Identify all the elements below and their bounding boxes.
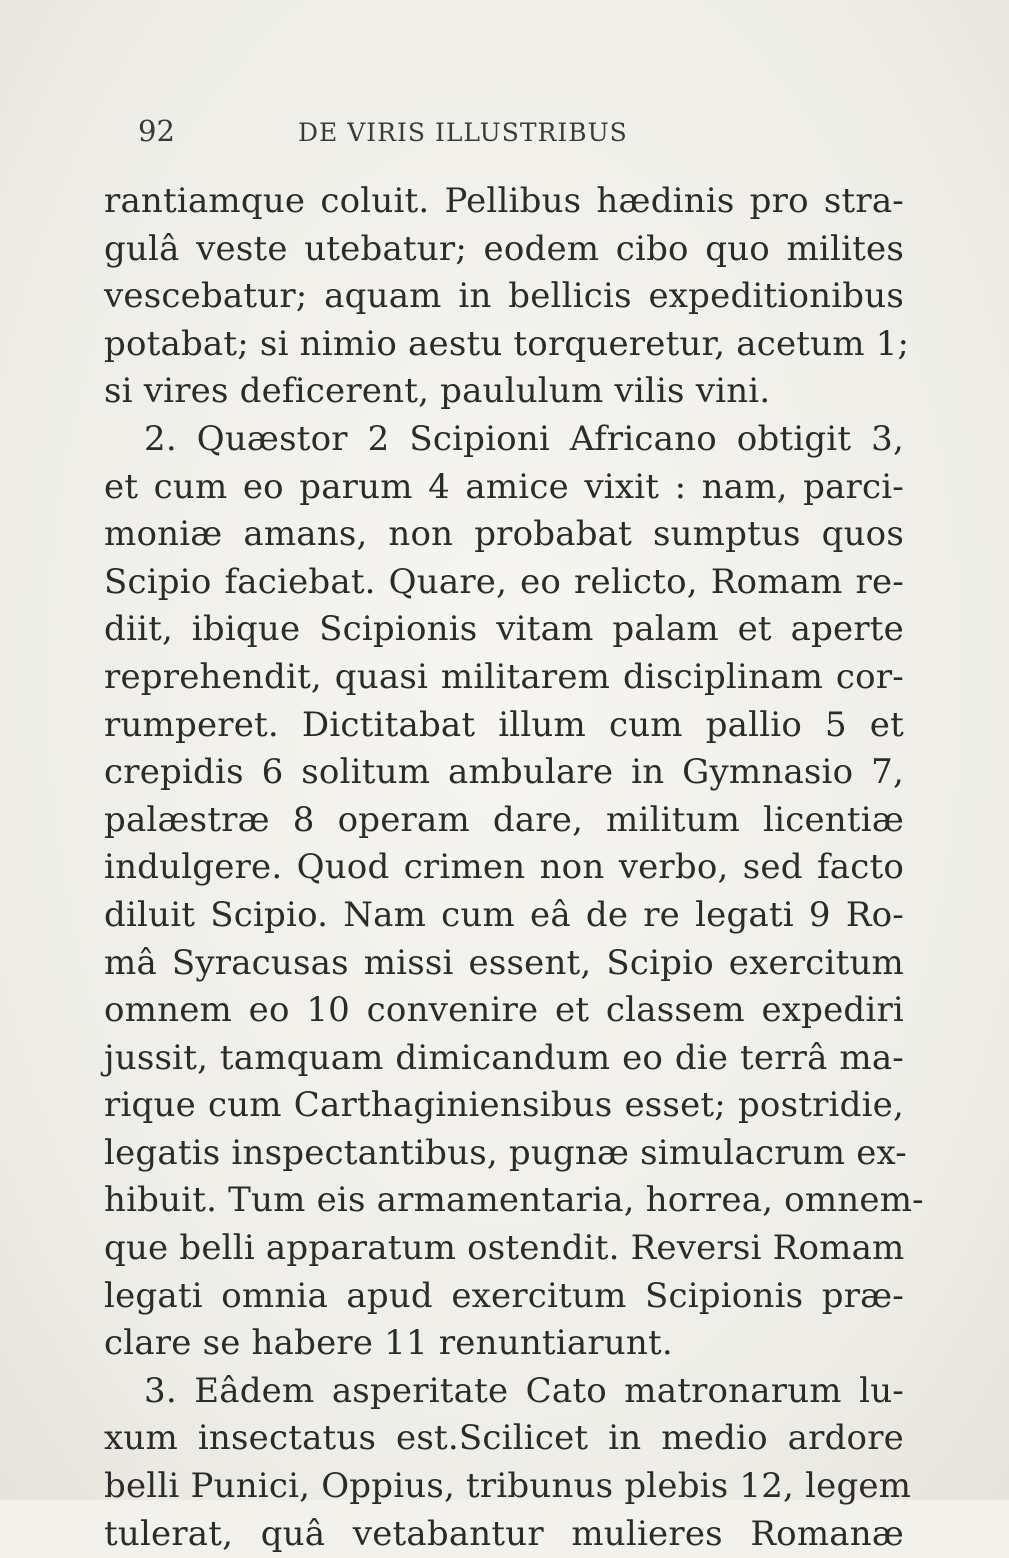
text-line: palæstræ 8 operam dare, militum licentiæ bbox=[104, 799, 904, 840]
text-line: xum insectatus est.Scilicet in medio ardore bbox=[104, 1418, 904, 1459]
text-line: clare se habere 11 renuntiarunt. bbox=[104, 1323, 673, 1364]
page-header bbox=[138, 114, 718, 154]
text-line: hibuit. Tum eis armamentaria, horrea, omnem- bbox=[104, 1180, 924, 1221]
text-line: rantiamque coluit. Pellibus hædinis pro stra- bbox=[104, 181, 904, 221]
text-line: rumperet. Dictitabat illum cum pallio 5 et bbox=[104, 704, 904, 745]
text-line: omnem eo 10 convenire et classem expediri bbox=[104, 990, 904, 1031]
text-line: diit, ibique Scipionis vitam palam et aperte bbox=[104, 609, 904, 650]
text-line: rique cum Carthaginiensibus esset; postridie, bbox=[104, 1085, 904, 1126]
text-line: moniæ amans, non probabat sumptus quos bbox=[104, 514, 904, 555]
text-line: indulgere. Quod crimen non verbo, sed facto bbox=[104, 847, 904, 888]
text-line: diluit Scipio. Nam cum eâ de re legati 9 Ro- bbox=[104, 894, 904, 935]
text-line: et cum eo parum 4 amice vixit : nam, parci- bbox=[104, 466, 904, 507]
text-line: gulâ veste utebatur; eodem cibo quo milites bbox=[104, 228, 904, 269]
text-line: mâ Syracusas missi essent, Scipio exercitum bbox=[104, 942, 904, 983]
text-line: vescebatur; aquam in bellicis expeditionibus bbox=[104, 276, 904, 317]
body-text bbox=[104, 178, 924, 1558]
text-line: reprehendit, quasi militarem disciplinam cor- bbox=[104, 656, 904, 697]
text-line: Scipio faciebat. Quare, eo relicto, Romam re- bbox=[104, 561, 904, 602]
text-line: legati omnia apud exercitum Scipionis præ- bbox=[104, 1275, 904, 1316]
page-number: 92 bbox=[138, 114, 175, 148]
text-line: crepidis 6 solitum ambulare in Gymnasio 7, bbox=[104, 752, 904, 793]
text-line: si vires deficerent, paululum vilis vini. bbox=[104, 371, 771, 412]
text-line: que belli apparatum ostendit. Reversi Romam bbox=[104, 1228, 905, 1269]
text-line: jussit, tamquam dimicandum eo die terrâ ma- bbox=[104, 1037, 904, 1078]
text-line: 2. Quæstor 2 Scipioni Africano obtigit 3, bbox=[144, 418, 904, 459]
running-head: DE VIRIS ILLUSTRIBUS bbox=[298, 118, 628, 147]
text-line: tulerat, quâ vetabantur mulieres Romanæ bbox=[104, 1513, 904, 1554]
text-line: potabat; si nimio aestu torqueretur, acetum 1; bbox=[104, 323, 910, 364]
text-line: 3. Eâdem asperitate Cato matronarum lu- bbox=[144, 1370, 904, 1411]
text-line: belli Punici, Oppius, tribunus plebis 12, legem bbox=[104, 1466, 912, 1507]
text-line: legatis inspectantibus, pugnæ simulacrum ex- bbox=[104, 1132, 907, 1173]
